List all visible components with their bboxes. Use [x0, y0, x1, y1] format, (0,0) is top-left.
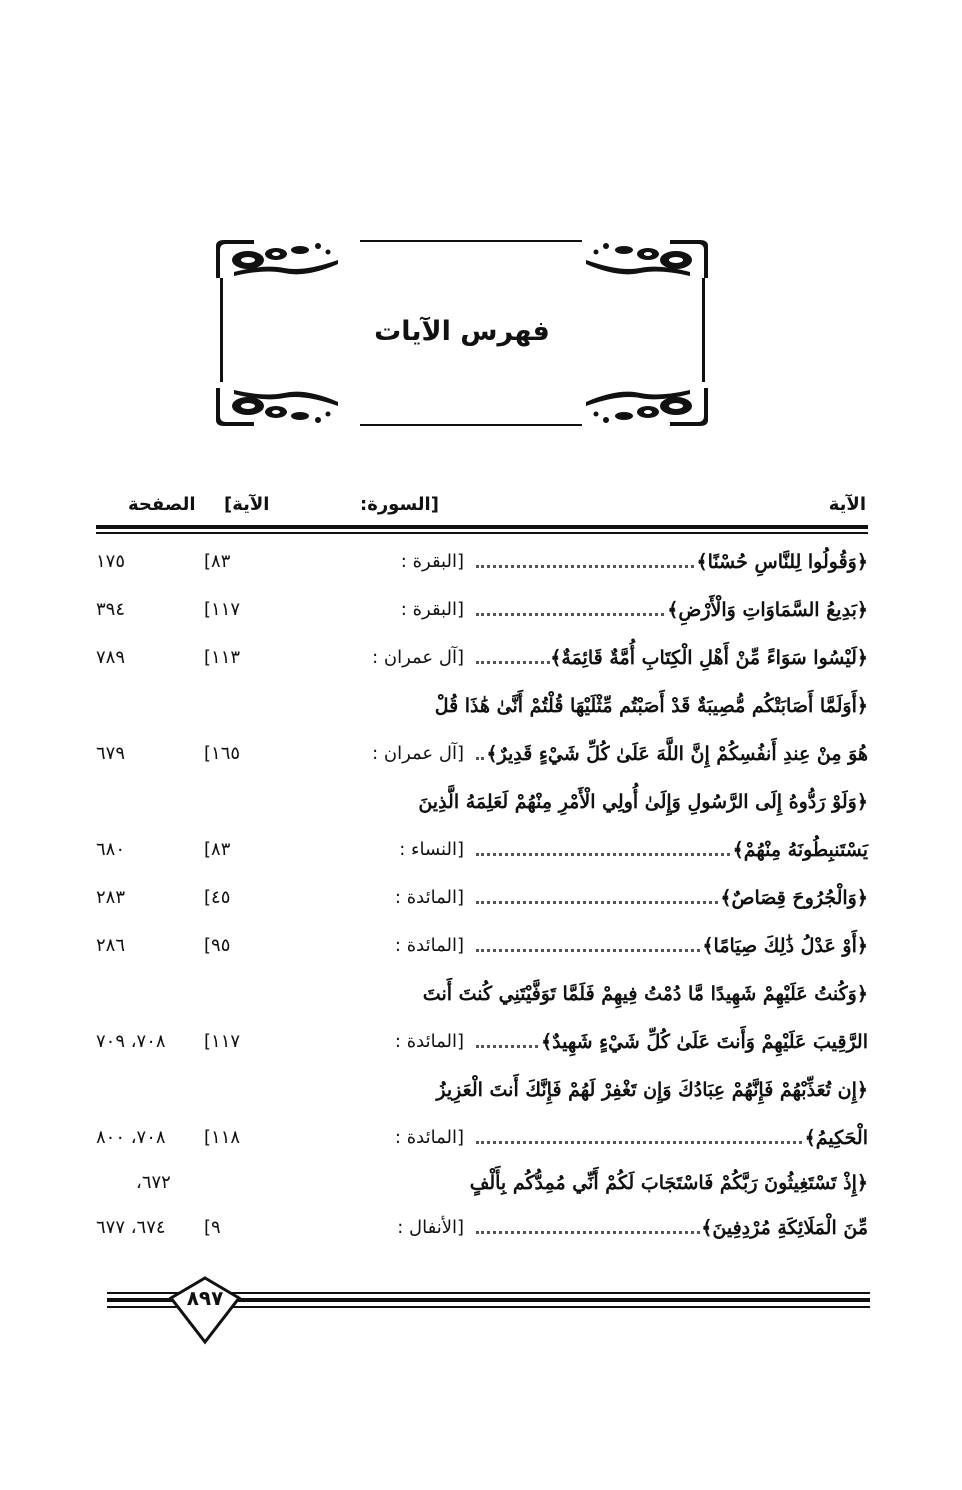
verse-cell: [418, 791, 868, 813]
page-cell: ٦٧٢،: [136, 1172, 171, 1193]
verse-cell: [476, 551, 868, 573]
header-verse: الآية: [828, 494, 866, 515]
verse-cell: [476, 839, 868, 861]
surah-cell: [النساء :: [399, 839, 464, 860]
ayah-cell: ٩٥]: [204, 935, 231, 956]
corner-ornament-top-left: [214, 238, 344, 280]
page-cell: ١٧٥: [96, 551, 126, 572]
ayah-cell: ١٦٥]: [204, 743, 241, 764]
table-row: [96, 881, 868, 921]
page-cell: ٦٧٤، ٦٧٧: [96, 1217, 166, 1238]
verse-cell: [476, 743, 868, 765]
ayah-cell: ١١٣]: [204, 647, 241, 668]
page-cell: ٧٠٨، ٨٠٠: [96, 1127, 166, 1148]
verse-cell: [434, 695, 868, 717]
surah-cell: [البقرة :: [400, 599, 464, 620]
page-footer: [107, 1280, 870, 1340]
verse-text: الرَّقِيبَ عَلَيْهِمْ وَأَنتَ عَلَىٰ كُلِّ شَيْءٍ شَهِيدٌ﴾: [541, 1031, 868, 1053]
table-row: [96, 1166, 868, 1206]
ayah-cell: ١١٧]: [204, 599, 241, 620]
table-row: [96, 929, 868, 969]
corner-ornament-top-right: [580, 238, 710, 280]
table-row: [96, 785, 868, 825]
surah-cell: [المائدة :: [394, 935, 464, 956]
ayah-cell: ٩]: [204, 1217, 221, 1238]
frame-bottom-line: [360, 424, 582, 426]
page-cell: ٢٨٦: [96, 935, 126, 956]
verse-text: ﴿لَيْسُوا سَوَاءً مِّنْ أَهْلِ الْكِتَابِ أُمَّةٌ قَائِمَةٌ﴾: [550, 647, 868, 669]
page-cell: ٢٨٣: [96, 887, 126, 908]
table-row: [96, 593, 868, 633]
ayah-cell: ٨٣]: [204, 551, 231, 572]
ayah-cell: ١١٧]: [204, 1031, 241, 1052]
table-row: [96, 641, 868, 681]
verse-text: ﴿وَلَوْ رَدُّوهُ إِلَى الرَّسُولِ وَإِلَىٰ أُولِي الْأَمْرِ مِنْهُمْ لَعَلِمَهُ الَّذِينَ: [418, 791, 868, 813]
table-row: [96, 689, 868, 729]
surah-cell: [المائدة :: [394, 1031, 464, 1052]
page-cell: ٣٩٤: [96, 599, 126, 620]
table-row: [96, 545, 868, 585]
ayah-cell: ٨٣]: [204, 839, 231, 860]
page-cell: ٦٧٩: [96, 743, 126, 764]
verse-text: الْحَكِيمُ﴾: [804, 1127, 868, 1149]
verse-cell: [476, 1127, 868, 1149]
surah-cell: [المائدة :: [394, 887, 464, 908]
verse-cell: [422, 983, 868, 1005]
verse-text: ﴿أَوْ عَدْلُ ذَٰلِكَ صِيَامًا﴾: [702, 935, 868, 957]
table-row: [96, 1121, 868, 1161]
table-row: [96, 977, 868, 1017]
frame-top-line: [360, 240, 582, 242]
verse-text: ﴿وَكُنتُ عَلَيْهِمْ شَهِيدًا مَّا دُمْتُ فِيهِمْ فَلَمَّا تَوَفَّيْتَنِي كُنتَ أَنتَ: [422, 983, 868, 1005]
verse-text: ﴿وَقُولُوا لِلنَّاسِ حُسْنًا﴾: [696, 551, 868, 573]
surah-cell: [المائدة :: [394, 1127, 464, 1148]
header-page: الصفحة: [128, 494, 196, 515]
verse-text: ﴿أَوَلَمَّا أَصَابَتْكُم مُّصِيبَةٌ قَدْ أَصَبْتُم مِّثْلَيْهَا قُلْتُمْ أَنَّىٰ هَٰذَا قُلْ: [434, 695, 868, 717]
table-row: [96, 737, 868, 777]
verse-text: ﴿إِن تُعَذِّبْهُمْ فَإِنَّهُمْ عِبَادُكَ وَإِن تَغْفِرْ لَهُمْ فَإِنَّكَ أَنتَ الْعَزِيزُ: [436, 1079, 868, 1101]
table-row: [96, 1073, 868, 1113]
verse-cell: [476, 887, 868, 909]
table-row: [96, 1211, 868, 1251]
surah-cell: [آل عمران :: [372, 743, 464, 764]
corner-ornament-bottom-left: [214, 386, 344, 428]
header-ayah: الآية]: [224, 494, 270, 515]
page-title: فهرس الآيات: [374, 316, 550, 347]
corner-ornament-bottom-right: [580, 386, 710, 428]
verse-text: يَسْتَنبِطُونَهُ مِنْهُمْ﴾: [732, 839, 868, 861]
page-cell: ٦٨٠: [96, 839, 126, 860]
header-rule-thin: [96, 532, 868, 534]
verse-text: مِّنَ الْمَلَائِكَةِ مُرْدِفِينَ﴾: [701, 1217, 868, 1239]
verse-cell: [476, 599, 868, 621]
ayah-cell: ١١٨]: [204, 1127, 241, 1148]
page-cell: ٧٨٩: [96, 647, 126, 668]
surah-cell: [الأنفال :: [397, 1217, 464, 1238]
verse-cell: [476, 1217, 868, 1239]
verse-cell: [476, 935, 868, 957]
verse-cell: [469, 1172, 868, 1194]
verse-cell: [476, 1031, 868, 1053]
verse-cell: [476, 647, 868, 669]
header-surah: [السورة:: [360, 494, 439, 515]
verse-text: ﴿إِذْ تَسْتَغِيثُونَ رَبَّكُمْ فَاسْتَجَابَ لَكُمْ أَنِّي مُمِدُّكُم بِأَلْفٍ: [469, 1172, 868, 1194]
page-cell: ٧٠٨، ٧٠٩: [96, 1031, 166, 1052]
header-rule-thick: [96, 525, 868, 529]
table-row: [96, 833, 868, 873]
verse-text: ﴿بَدِيعُ السَّمَاوَاتِ وَالْأَرْضِ﴾: [667, 599, 868, 621]
page-number: ٨٩٧: [186, 1286, 224, 1310]
verse-cell: [436, 1079, 868, 1101]
surah-cell: [آل عمران :: [372, 647, 464, 668]
table-row: [96, 1025, 868, 1065]
title-frame: [214, 238, 710, 428]
verse-text: ﴿وَالْجُرُوحَ قِصَاصٌ﴾: [720, 887, 868, 909]
ayah-cell: ٤٥]: [204, 887, 231, 908]
surah-cell: [البقرة :: [400, 551, 464, 572]
verse-text: هُوَ مِنْ عِندِ أَنفُسِكُمْ إِنَّ اللَّهَ عَلَىٰ كُلِّ شَيْءٍ قَدِيرٌ﴾: [486, 743, 868, 765]
